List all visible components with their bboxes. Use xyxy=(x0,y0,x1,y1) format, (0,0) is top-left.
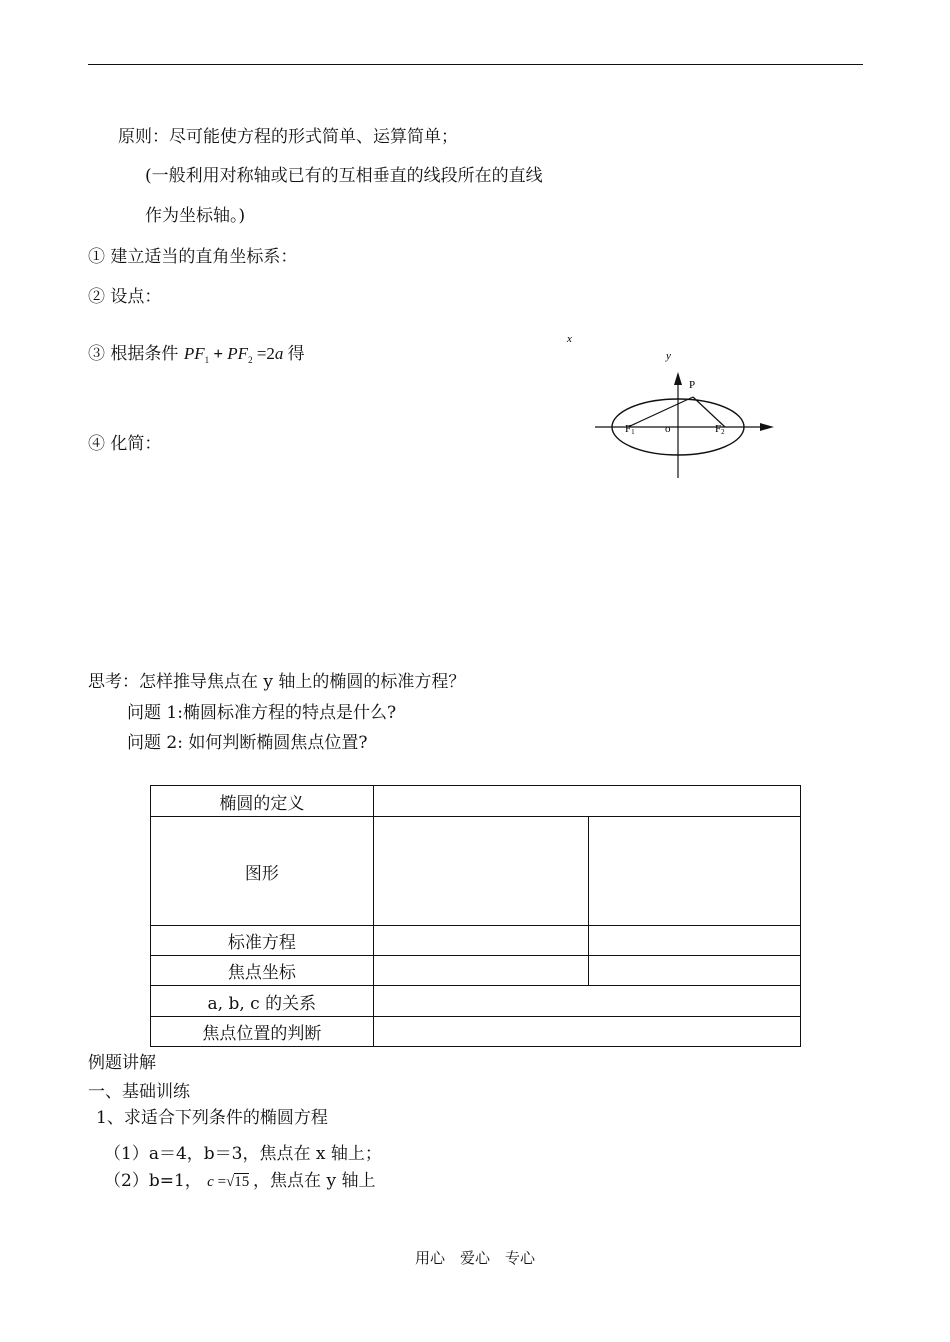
cell-equation-y xyxy=(589,926,801,956)
x-label-top: x xyxy=(567,333,572,345)
segment-pf1 xyxy=(628,397,693,427)
note-line-1: (一般利用对称轴或已有的互相垂直的线段所在的直线 xyxy=(145,166,543,186)
x-axis-arrow xyxy=(760,423,774,431)
row-label-definition: 椭圆的定义 xyxy=(151,786,374,817)
subproblem-2-label: （2）b=1， xyxy=(104,1171,202,1191)
header-rule xyxy=(88,64,863,65)
step-3-label: ③ 根据条件 xyxy=(88,344,179,364)
subproblem-1: （1）a＝4，b＝3，焦点在 x 轴上； xyxy=(104,1144,382,1164)
y-axis-arrow xyxy=(674,372,682,385)
c-eq-formula: c =√15 xyxy=(207,1174,250,1190)
cell-definition xyxy=(373,786,800,817)
point-f2-label: F2 xyxy=(715,423,725,436)
ellipse-figure xyxy=(560,325,790,490)
subproblem-2-tail: ，焦点在 y 轴上 xyxy=(253,1171,376,1191)
condition-formula: $PF_1 + PF_2 =2a$ xyxy=(183,344,284,365)
section-basic: 一、基础训练 xyxy=(88,1082,190,1102)
ellipse-summary-table xyxy=(150,785,801,1047)
step-3 xyxy=(88,343,305,371)
cell-abc xyxy=(373,986,800,1017)
step-3-tail: 得 xyxy=(287,344,305,364)
problem-1: 1、求适合下列条件的椭圆方程 xyxy=(96,1108,328,1128)
row-label-equation: 标准方程 xyxy=(151,926,374,956)
subproblem-2 xyxy=(104,1170,375,1193)
principle-text: 原则：尽可能使方程的形式简单、运算简单； xyxy=(118,127,458,147)
think-question: 思考：怎样推导焦点在 y 轴上的椭圆的标准方程？ xyxy=(88,672,466,692)
cell-judge xyxy=(373,1017,800,1047)
cell-equation-x xyxy=(373,926,589,956)
point-p-label: P xyxy=(689,379,696,391)
row-label-focus: 焦点坐标 xyxy=(151,956,374,986)
step-2: ② 设点： xyxy=(88,287,162,307)
cell-focus-x xyxy=(373,956,589,986)
question-1: 问题 1:椭圆标准方程的特点是什么? xyxy=(127,703,397,723)
cell-shape-x xyxy=(373,817,589,926)
row-label-judge: 焦点位置的判断 xyxy=(151,1017,374,1047)
cell-focus-y xyxy=(589,956,801,986)
note-line-2: 作为坐标轴。) xyxy=(145,206,246,226)
row-label-shape: 图形 xyxy=(151,817,374,926)
y-axis-label: y xyxy=(666,350,671,362)
point-f1-label: F1 xyxy=(625,423,635,436)
origin-label: o xyxy=(665,423,671,435)
step-1: ① 建立适当的直角坐标系： xyxy=(88,247,298,267)
examples-title: 例题讲解 xyxy=(88,1053,156,1073)
page-footer: 用心 爱心 专心 xyxy=(414,1249,535,1267)
cell-shape-y xyxy=(589,817,801,926)
step-4: ④ 化简： xyxy=(88,434,162,454)
row-label-abc: a, b, c 的关系 xyxy=(151,986,374,1017)
question-2: 问题 2: 如何判断椭圆焦点位置? xyxy=(127,733,368,753)
